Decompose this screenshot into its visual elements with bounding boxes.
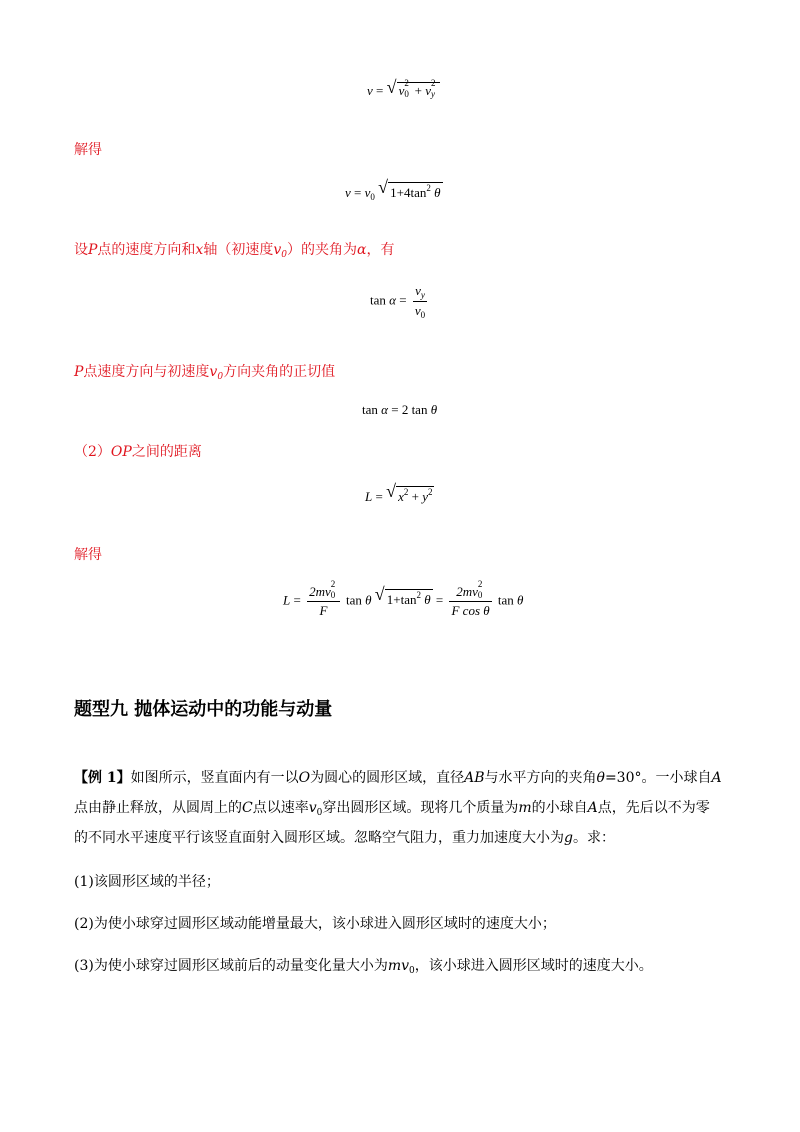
eq-symbol: F cos	[451, 603, 481, 618]
text-run: 点的速度方向和	[97, 242, 196, 258]
example-tag: 【例 1】	[74, 770, 131, 786]
eq-operator: =	[376, 83, 384, 98]
eq-symbol: θ	[365, 592, 372, 608]
text-symbol: AB	[464, 770, 485, 786]
eq-symbol: α	[381, 402, 388, 417]
eq-fraction	[413, 283, 427, 320]
eq-symbol: v	[364, 185, 371, 200]
eq-text: 1+tan	[386, 592, 417, 608]
eq-symbol: v	[398, 83, 405, 98]
eq-symbol: v	[425, 83, 432, 98]
text-run: （2）	[74, 444, 111, 460]
text-symbol: v	[308, 800, 317, 816]
eq-symbol: F	[319, 603, 328, 618]
text-symbol: m	[518, 800, 532, 816]
question-3	[74, 956, 653, 981]
text-run: 的小球自	[531, 800, 588, 816]
equation-tan-alpha-fraction	[370, 283, 430, 320]
eq-operator: =	[354, 185, 362, 200]
eq-sub: 0	[370, 192, 375, 202]
eq-operator: =	[293, 592, 301, 608]
text-run: ）的夹角为	[286, 242, 357, 258]
section-title: 题型九 抛体运动中的功能与动量	[74, 699, 333, 720]
text-symbol: α	[356, 242, 367, 258]
example-line-2	[74, 798, 734, 828]
eq-fraction	[449, 579, 491, 619]
eq-symbol: α	[389, 292, 396, 308]
example-line-1	[74, 768, 734, 798]
text-run: 如图所示，竖直面内有一以	[130, 770, 299, 786]
question-1: (1)该圆形区域的半径；	[74, 874, 220, 890]
equation-distance-l	[365, 481, 434, 505]
eq-operator: =	[375, 489, 383, 504]
equation-velocity-solved	[345, 177, 443, 202]
sqrt-expression: √ $1+4\tan^2$ θ	[378, 177, 441, 200]
text-run: 与水平方向的夹角	[484, 770, 597, 786]
text-run: 之间的距离	[131, 444, 202, 460]
eq-symbol: y	[422, 489, 428, 504]
text-symbol: v	[273, 242, 282, 258]
eq-sup: 2	[477, 579, 483, 590]
eq-operator: +	[411, 489, 419, 504]
text-run: 设	[74, 242, 88, 258]
text-run: 点速度方向与初速度	[83, 364, 210, 380]
eq-symbol: x	[398, 489, 404, 504]
text-run: 点，先后以不为零	[597, 800, 710, 816]
eq-symbol: θ	[430, 402, 438, 417]
text-symbol: P	[74, 364, 84, 380]
paragraph-tan-value	[74, 362, 335, 387]
eq-fraction	[307, 579, 340, 619]
eq-symbol: L	[283, 592, 291, 608]
text-sub: 0	[281, 250, 287, 260]
eq-symbol: 2mv	[309, 584, 331, 599]
eq-sub: 0	[420, 310, 426, 320]
label-solve-2: 解得	[74, 547, 102, 563]
eq-symbol: v	[415, 283, 421, 298]
paragraph-define-alpha	[74, 240, 394, 265]
eq-sup: 2	[404, 78, 409, 89]
eq-symbol: θ	[483, 603, 490, 618]
eq-operator: =	[435, 592, 444, 608]
paragraph-op-distance	[74, 442, 202, 462]
equation-velocity-magnitude	[367, 77, 440, 100]
text-symbol: A	[711, 770, 722, 786]
eq-sub: y	[431, 89, 436, 100]
eq-operator: +	[414, 83, 422, 98]
eq-text: 2 tan	[401, 402, 428, 417]
text-sub: 0	[409, 966, 415, 976]
eq-sub: y	[420, 290, 425, 300]
eq-symbol: v	[367, 83, 373, 98]
text-symbol: x	[195, 242, 204, 258]
eq-sup: 2	[427, 487, 433, 497]
question-2: (2)为使小球穿过圆形区域动能增量最大，该小球进入圆形区域时的速度大小；	[74, 916, 556, 932]
text-run: 穿出圆形区域。现将几个质量为	[322, 800, 519, 816]
eq-sup: 2	[416, 590, 421, 601]
text-run: 点以速率	[252, 800, 309, 816]
eq-symbol: θ	[434, 185, 441, 200]
text-symbol: A	[587, 800, 598, 816]
text-run: 。求：	[572, 830, 615, 846]
eq-symbol: v	[414, 303, 421, 318]
eq-text: tan	[346, 592, 362, 608]
eq-sup: 2	[426, 183, 431, 193]
eq-symbol: v	[345, 185, 351, 200]
sqrt-expression: √ v 2 0 + v 2 y	[387, 82, 440, 99]
text-symbol: C	[242, 800, 253, 816]
eq-text: 1+4tan	[390, 185, 427, 200]
text-run: ，有	[366, 242, 395, 258]
text-run: 点由静止释放，从圆周上的	[74, 800, 242, 816]
eq-operator: =	[399, 292, 407, 308]
eq-sub: 0	[330, 590, 336, 601]
eq-sup: 2	[403, 487, 409, 497]
text-run: =30°。一小球自	[604, 770, 712, 786]
text-symbol: P	[88, 242, 98, 258]
eq-operator: =	[391, 402, 399, 417]
text-run: 的不同水平速度平行该竖直面射入圆形区域。忽略空气阻力，重力加速度大小为	[74, 830, 564, 846]
eq-sub: 0	[404, 89, 409, 100]
text-symbol: g	[564, 830, 573, 846]
text-symbol: OP	[110, 444, 132, 460]
eq-symbol: 2mv	[456, 584, 478, 599]
eq-text: tan	[362, 402, 378, 417]
eq-text: tan	[497, 592, 514, 608]
equation-distance-solved	[283, 579, 524, 619]
text-run: 方向夹角的正切值	[223, 364, 336, 380]
eq-symbol: θ	[517, 592, 524, 608]
equation-tan-relation	[362, 402, 437, 418]
label-solve-1: 解得	[74, 142, 102, 158]
example-paragraph	[74, 768, 734, 858]
text-run: (3)为使小球穿过圆形区域前后的动量变化量大小为	[74, 958, 388, 974]
eq-text: tan	[370, 292, 386, 308]
text-symbol: θ	[596, 770, 605, 786]
sqrt-expression: √ $x^2 + y^2$	[386, 481, 433, 504]
text-run: 为圆心的圆形区域，直径	[310, 770, 465, 786]
text-run: ，该小球进入圆形区域时的速度大小。	[414, 958, 653, 974]
eq-symbol: θ	[424, 592, 431, 608]
eq-sup: 2	[431, 78, 436, 89]
text-symbol: mv	[387, 958, 410, 974]
text-sub: 0	[217, 372, 224, 382]
sqrt-expression: √ $1+\tan^2$ θ	[374, 584, 431, 608]
eq-sup: 2	[330, 579, 336, 590]
example-line-3	[74, 828, 734, 858]
text-symbol: v	[209, 364, 218, 380]
text-symbol: O	[298, 770, 311, 786]
eq-symbol: L	[365, 489, 373, 504]
text-sub: 0	[316, 808, 323, 818]
eq-sub: 0	[477, 590, 483, 601]
text-run: 轴（初速度	[203, 242, 274, 258]
